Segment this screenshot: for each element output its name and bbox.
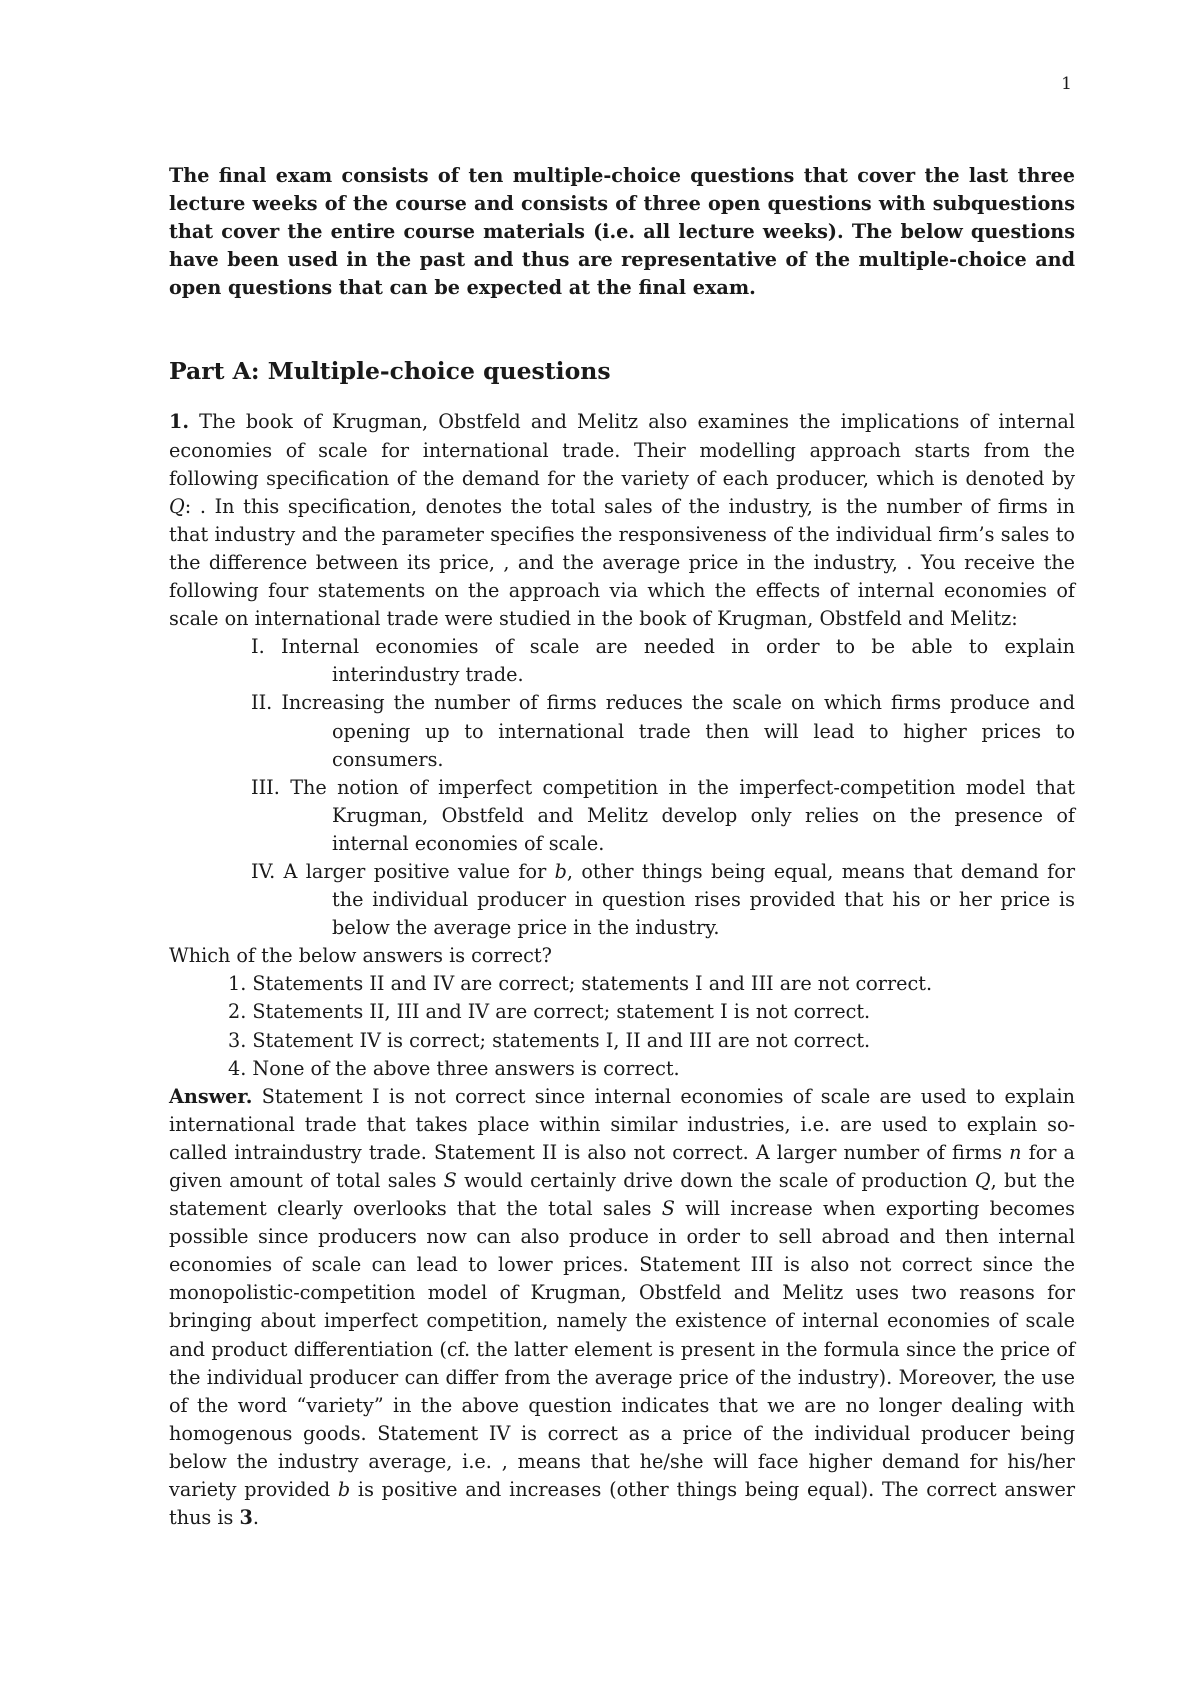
question-number: 1. xyxy=(169,410,190,434)
intro-paragraph: The final exam consists of ten multiple-choice questions that cover the last three lecture weeks of the course and consists of three open questions with subquestions that cover the entire course materials (i.e. all lecture weeks). The below questions have been used in the past and thus are representative of the multiple-choice and open questions that can be expected at the final exam. xyxy=(169,164,1075,300)
answer-option: 4. None of the above three answers is correct. xyxy=(228,1056,680,1080)
statement-item: I. Internal economies of scale are needed in order to be able to explain interindustry trade. xyxy=(251,635,1075,687)
answer-paragraph: Answer. Statement I is not correct since internal economies of scale are used to explain international trade that takes place within similar industries, i.e. are used to explain so-called intraindustry trade. Statement II is also not correct. A larger number of firms n for a given amount of total sales S would certainly drive down the scale of production Q, but the statement clearly overlooks that the total sales S will increase when exporting becomes possible since producers now can also produce in order to sell abroad and then internal economies of scale can lead to lower prices. Statement III is also not correct since the monopolistic-competition model of Krugman, Obstfeld and Melitz uses two reasons for bringing about imperfect competition, namely the existence of internal economies of scale and product differentiation (cf. the latter element is present in the formula since the price of the individual producer can differ from the average price of the industry). Moreover, the use of the word “variety” in the above question indicates that we are no longer dealing with homogenous goods. Statement IV is correct as a price of the individual producer being below the industry average, i.e. , means that he/she will face higher demand for his/her variety provided b is positive and increases (other things being equal). The correct answer thus is 3. xyxy=(169,1084,1076,1530)
statement-item: III. The notion of imperfect competition in the imperfect-competition model that Krugman, Obstfeld and Melitz develop only relies on the presence of internal economies of scale. xyxy=(251,775,1075,855)
document-body xyxy=(169,162,1075,1532)
answer-option: 3. Statement IV is correct; statements I, II and III are not correct. xyxy=(228,1028,871,1052)
question-prompt: Which of the below answers is correct? xyxy=(169,944,552,968)
answer-options xyxy=(228,970,1075,1082)
statement-list xyxy=(251,633,1075,942)
page-number: 1 xyxy=(1061,74,1072,94)
correct-answer: 3 xyxy=(239,1506,253,1530)
answer-option: 1. Statements II and IV are correct; statements I and III are not correct. xyxy=(228,972,933,996)
answer-option: 2. Statements II, III and IV are correct; statement I is not correct. xyxy=(228,1000,871,1024)
statement-item: II. Increasing the number of firms reduces the scale on which firms produce and opening up to international trade then will lead to higher prices to consumers. xyxy=(251,691,1075,771)
question-1-text: 1. The book of Krugman, Obstfeld and Melitz also examines the implications of internal economies of scale for international trade. Their modelling approach starts from the following specification of the demand for the variety of each producer, which is denoted by Q: . In this specification, denotes the total sales of the industry, is the number of firms in that industry and the parameter specifies the responsiveness of the individual firm’s sales to the difference between its price, , and the average price in the industry, . You receive the following four statements on the approach via which the effects of internal economies of scale on international trade were studied in the book of Krugman, Obstfeld and Melitz: xyxy=(169,410,1075,631)
section-title: Part A: Multiple-choice questions xyxy=(169,357,611,386)
answer-label: Answer. xyxy=(169,1084,253,1108)
statement-item: IV. A larger positive value for b, other things being equal, means that demand for the individual producer in question rises provided that his or her price is below the average price in the industry. xyxy=(251,859,1075,940)
